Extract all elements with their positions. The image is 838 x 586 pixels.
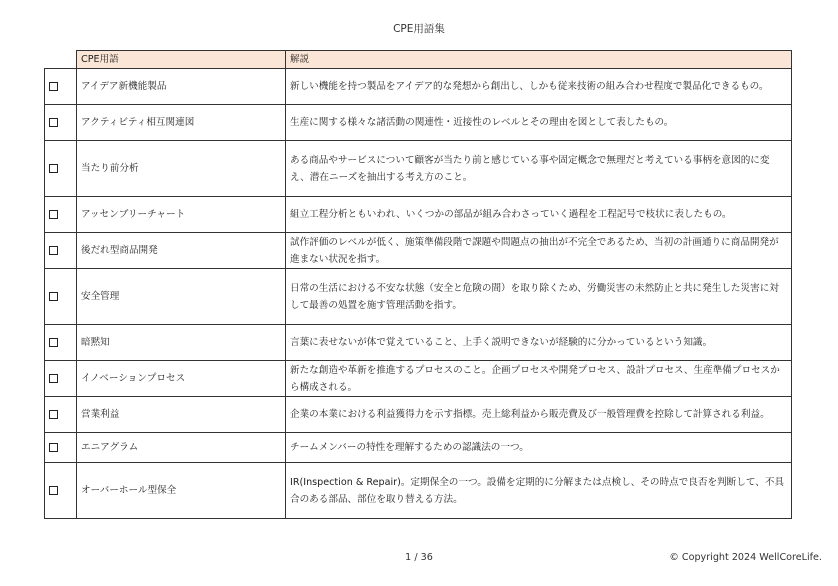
description-column-header: 解説 xyxy=(286,51,792,69)
table-row xyxy=(45,269,792,325)
term-column-header: CPE用語 xyxy=(77,51,286,69)
description-cell: 生産に関する様々な諸活動の関連性・近接性のレベルとその理由を図として表したもの。 xyxy=(286,105,792,141)
term-cell: 後だれ型商品開発 xyxy=(77,233,286,269)
description-cell: チームメンバーの特性を理解するための認識法の一つ。 xyxy=(286,433,792,463)
row-checkbox[interactable] xyxy=(49,82,58,91)
description-cell: 試作評価のレベルが低く、施策準備段階で課題や問題点の抽出が不完全であるため、当初の計画通りに商品開発が進まない状況を指す。 xyxy=(286,233,792,269)
description-cell: 言葉に表せないが体で覚えていること、上手く説明できないが経験的に分かっているという知識。 xyxy=(286,325,792,361)
table-row xyxy=(45,233,792,269)
checkbox-cell xyxy=(45,397,77,433)
table-row xyxy=(45,105,792,141)
page-number: 1 / 36 xyxy=(405,552,433,563)
term-cell: 当たり前分析 xyxy=(77,141,286,197)
table-row xyxy=(45,433,792,463)
checkbox-column-header xyxy=(45,51,77,69)
checkbox-cell xyxy=(45,325,77,361)
description-cell: 組立工程分析ともいわれ、いくつかの部品が組み合わさっていく過程を工程記号で枝状に表したもの。 xyxy=(286,197,792,233)
term-cell: エニアグラム xyxy=(77,433,286,463)
page-title: CPE用語集 xyxy=(393,23,445,35)
checkbox-cell xyxy=(45,141,77,197)
row-checkbox[interactable] xyxy=(49,443,58,452)
checkbox-cell xyxy=(45,105,77,141)
checkbox-cell xyxy=(45,69,77,105)
glossary-table xyxy=(44,50,792,519)
row-checkbox[interactable] xyxy=(49,118,58,127)
description-cell: 日常の生活における不安な状態（安全と危険の間）を取り除くため、労働災害の未然防止と共に発生した災害に対して最善の処置を施す管理活動を指す。 xyxy=(286,269,792,325)
description-cell: 新しい機能を持つ製品をアイデア的な発想から創出し、しかも従来技術の組み合わせ程度で製品化できるもの。 xyxy=(286,69,792,105)
description-cell: ある商品やサービスについて顧客が当たり前と感じている事や固定概念で無理だと考えている事柄を意図的に変え、潜在ニーズを抽出する考え方のこと。 xyxy=(286,141,792,197)
row-checkbox[interactable] xyxy=(49,410,58,419)
term-cell: アクティビティ相互関連図 xyxy=(77,105,286,141)
table-row xyxy=(45,69,792,105)
row-checkbox[interactable] xyxy=(49,338,58,347)
copyright-notice: © Copyright 2024 WellCoreLife. xyxy=(669,552,822,563)
row-checkbox[interactable] xyxy=(49,292,58,301)
table-row xyxy=(45,361,792,397)
table-row xyxy=(45,463,792,519)
row-checkbox[interactable] xyxy=(49,374,58,383)
checkbox-cell xyxy=(45,269,77,325)
row-checkbox[interactable] xyxy=(49,246,58,255)
checkbox-cell xyxy=(45,197,77,233)
table-row xyxy=(45,397,792,433)
row-checkbox[interactable] xyxy=(49,164,58,173)
row-checkbox[interactable] xyxy=(49,486,58,495)
checkbox-cell xyxy=(45,463,77,519)
term-cell: 安全管理 xyxy=(77,269,286,325)
checkbox-cell xyxy=(45,433,77,463)
row-checkbox[interactable] xyxy=(49,210,58,219)
term-cell: アッセンブリーチャート xyxy=(77,197,286,233)
description-cell: 企業の本業における利益獲得力を示す指標。売上総利益から販売費及び一般管理費を控除して計算される利益。 xyxy=(286,397,792,433)
table-header-row xyxy=(45,51,792,69)
term-cell: 営業利益 xyxy=(77,397,286,433)
table-row xyxy=(45,325,792,361)
table-row xyxy=(45,197,792,233)
term-cell: アイデア新機能製品 xyxy=(77,69,286,105)
table-row xyxy=(45,141,792,197)
term-cell: イノベーションプロセス xyxy=(77,361,286,397)
description-cell: 新たな創造や革新を推進するプロセスのこと。企画プロセスや開発プロセス、設計プロセス、生産準備プロセスから構成される。 xyxy=(286,361,792,397)
term-cell: オーバーホール型保全 xyxy=(77,463,286,519)
description-cell: IR(Inspection & Repair)。定期保全の一つ。設備を定期的に分解または点検し、その時点で良否を判断して、不具合のある部品、部位を取り替える方法。 xyxy=(286,463,792,519)
checkbox-cell xyxy=(45,233,77,269)
term-cell: 暗黙知 xyxy=(77,325,286,361)
checkbox-cell xyxy=(45,361,77,397)
